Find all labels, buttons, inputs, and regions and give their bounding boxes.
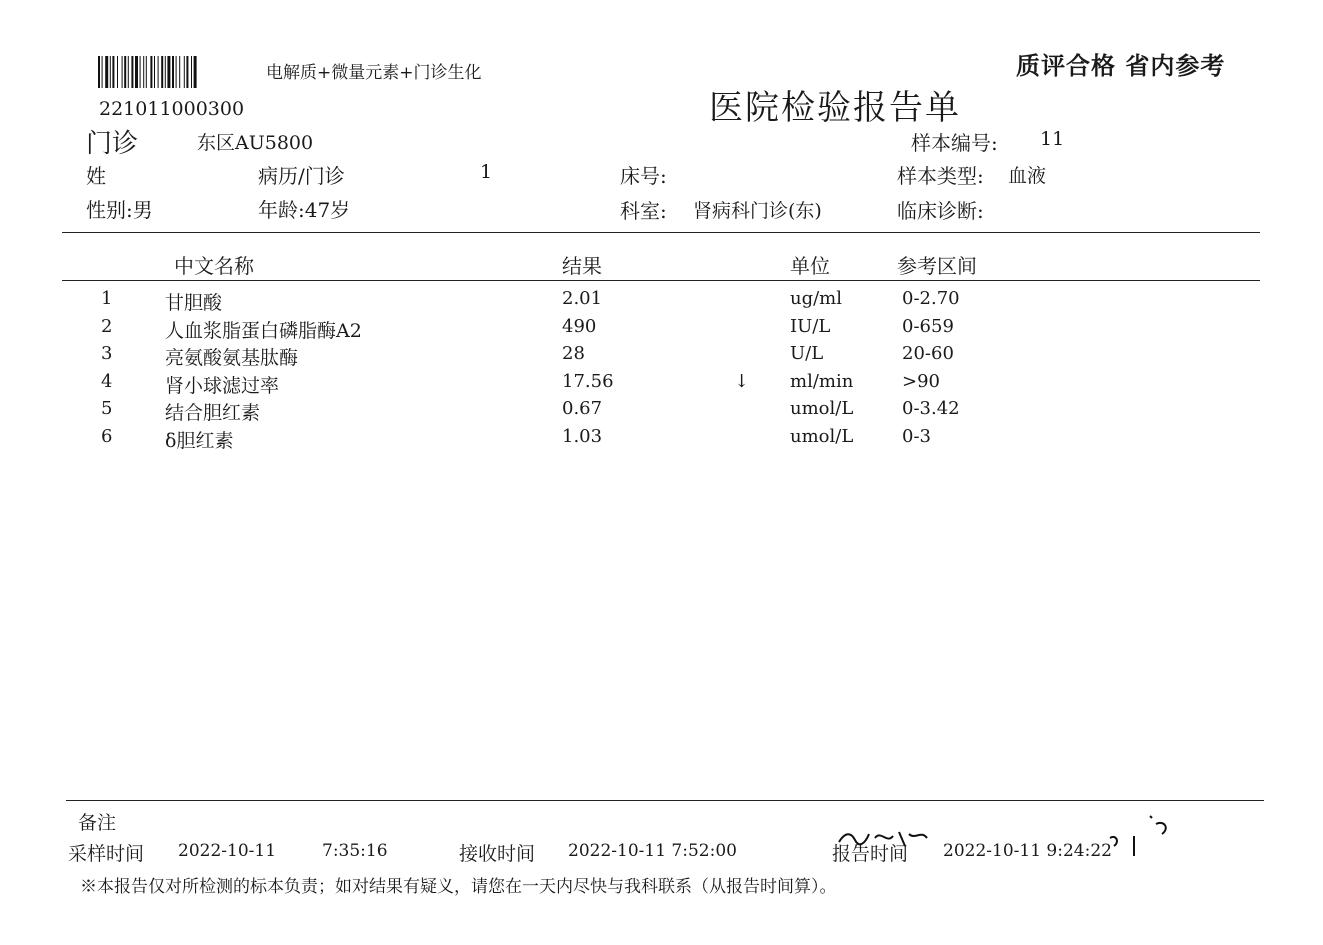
row-test-name: 甘胆酸 — [165, 292, 223, 314]
row-number: 2 — [101, 315, 113, 337]
row-test-name: δ胆红素 — [165, 429, 234, 452]
report-datetime: 2022-10-11 9:24:22 — [943, 841, 1112, 861]
row-result: 490 — [562, 315, 597, 337]
barcode — [98, 56, 232, 88]
test-panel: 电解质+微量元素+门诊生化 — [266, 63, 482, 83]
row-number: 1 — [101, 288, 113, 309]
row-unit: umol/L — [790, 425, 854, 447]
table-top-rule — [62, 232, 1260, 233]
row-unit: umol/L — [790, 398, 854, 419]
row-test-name: 亮氨酸氨基肽酶 — [165, 347, 299, 369]
sample-no-label: 样本编号: — [911, 131, 998, 155]
row-range: 20-60 — [902, 343, 954, 364]
diagnosis-label: 临床诊断: — [897, 199, 984, 223]
row-result: 17.56 — [562, 370, 614, 392]
collect-date: 2022-10-11 — [178, 841, 277, 861]
table-row — [0, 343, 1323, 370]
row-result: 1.03 — [562, 425, 603, 447]
table-header-rule — [62, 280, 1260, 281]
row-range: >90 — [902, 370, 940, 392]
age: 年龄:47岁 — [258, 198, 351, 222]
report-title: 医院检验报告单 — [709, 88, 961, 128]
header-range: 参考区间 — [897, 254, 977, 278]
row-unit: ml/min — [790, 370, 854, 392]
footer-rule — [66, 800, 1264, 801]
instrument: 东区AU5800 — [197, 132, 314, 154]
header-unit: 单位 — [790, 254, 830, 278]
signature-2 — [1100, 808, 1180, 864]
row-range: 0-659 — [902, 315, 954, 337]
row-number: 6 — [101, 425, 113, 447]
dept-label: 科室: — [620, 199, 667, 223]
name-label: 姓 — [86, 164, 106, 188]
row-test-name: 结合胆红素 — [165, 402, 261, 424]
sample-type-label: 样本类型: — [897, 164, 984, 188]
quality-label: 质评合格 省内参考 — [1016, 52, 1226, 80]
row-result: 28 — [562, 343, 585, 364]
table-row — [0, 398, 1323, 425]
row-unit: ug/ml — [790, 288, 843, 309]
disclaimer: ※本报告仅对所检测的标本负责；如对结果有疑义，请您在一天内尽快与我科联系（从报告时间算）。 — [80, 877, 837, 897]
bed-label: 床号: — [620, 164, 667, 188]
row-range: 0-3 — [902, 425, 931, 447]
row-result: 0.67 — [562, 398, 603, 419]
table-row — [0, 288, 1323, 315]
sample-no: 11 — [1040, 128, 1065, 150]
row-range: 0-2.70 — [902, 288, 960, 309]
receive-datetime: 2022-10-11 7:52:00 — [568, 841, 737, 861]
dept-value: 肾病科门诊(东) — [693, 200, 822, 222]
clinic-type: 门诊 — [86, 129, 139, 159]
remarks-label: 备注 — [78, 812, 117, 834]
sex: 性别:男 — [86, 198, 153, 222]
row-range: 0-3.42 — [902, 398, 960, 419]
row-number: 4 — [101, 370, 113, 392]
collect-label: 采样时间 — [68, 843, 145, 865]
row-flag: ↓ — [734, 370, 750, 392]
table-row — [0, 371, 1323, 398]
signature-1 — [835, 826, 935, 850]
record-label: 病历/门诊 — [258, 164, 345, 188]
row-test-name: 人血浆脂蛋白磷脂酶A2 — [165, 319, 362, 342]
header-result: 结果 — [562, 254, 602, 278]
row-number: 3 — [101, 343, 113, 364]
header-name: 中文名称 — [174, 254, 254, 278]
receive-label: 接收时间 — [459, 843, 536, 865]
report-label: 报告时间 — [832, 843, 909, 865]
row-number: 5 — [101, 398, 113, 419]
table-row — [0, 426, 1323, 453]
sample-type: 血液 — [1008, 165, 1047, 187]
collect-time: 7:35:16 — [322, 841, 388, 861]
row-test-name: 肾小球滤过率 — [165, 374, 280, 397]
row-result: 2.01 — [562, 288, 603, 309]
row-unit: IU/L — [790, 315, 831, 337]
table-row — [0, 316, 1323, 343]
record-value: 1 — [480, 161, 493, 183]
row-unit: U/L — [790, 343, 824, 364]
barcode-number: 221011000300 — [99, 98, 245, 120]
